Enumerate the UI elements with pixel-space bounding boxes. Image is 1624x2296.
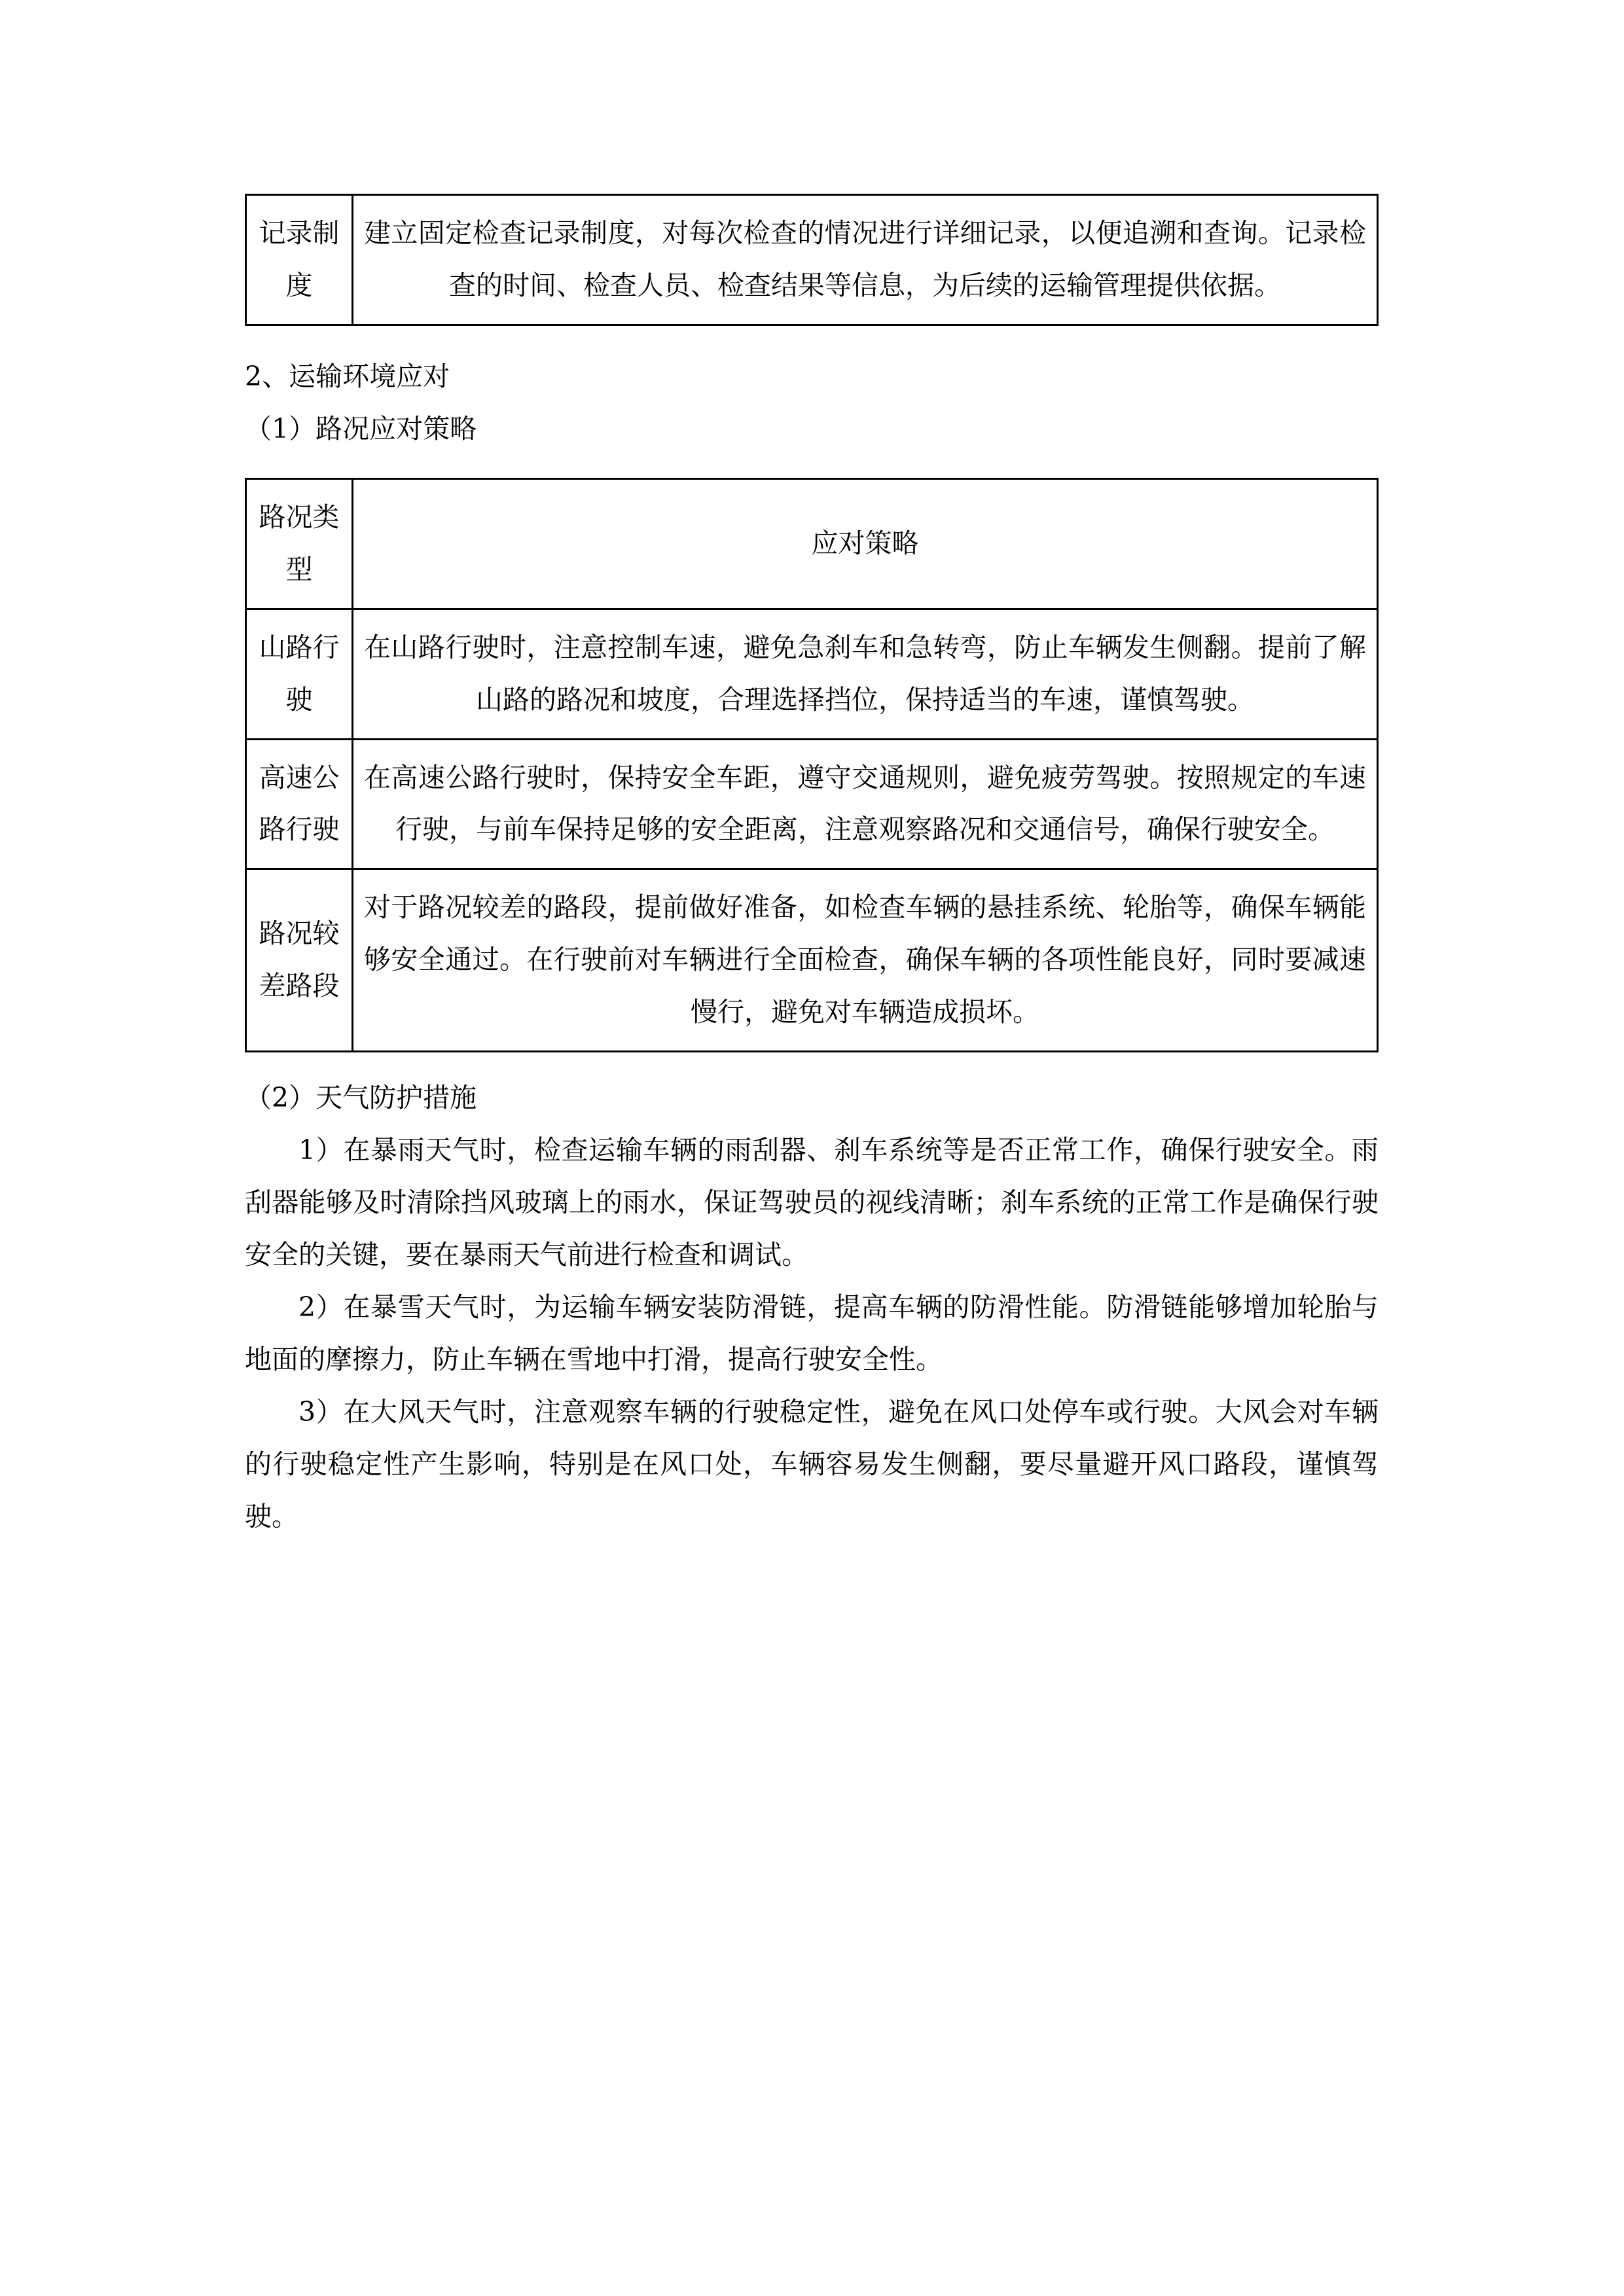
road-strategy-body-mountain: 在山路行驶时，注意控制车速，避免急刹车和急转弯，防止车辆发生侧翻。提前了解山路的路况和坡度，合理选择挡位，保持适当的车速，谨慎驾驶。	[353, 609, 1378, 739]
spacer-after-table-2	[245, 1052, 1379, 1072]
road-strategy-label-highway: 高速公路行驶	[246, 739, 353, 869]
paragraph-rainstorm: 1）在暴雨天气时，检查运输车辆的雨刮器、刹车系统等是否正常工作，确保行驶安全。雨刮器能够及时清除挡风玻璃上的雨水，保证驾驶员的视线清晰；刹车系统的正常工作是确保行驶安全的关键，要在暴雨天气前进行检查和调试。	[245, 1134, 1379, 1270]
record-system-table	[245, 194, 1379, 326]
road-strategy-body-poor-road: 对于路况较差的路段，提前做好准备，如检查车辆的悬挂系统、轮胎等，确保车辆能够安全通过。在行驶前对车辆进行全面检查，确保车辆的各项性能良好，同时要减速慢行，避免对车辆造成损坏。	[353, 869, 1378, 1052]
spacer-before-table-2	[245, 456, 1379, 478]
record-system-label: 记录制度	[246, 195, 353, 325]
paragraph-strong-wind: 3）在大风天气时，注意观察车辆的行驶稳定性，避免在风口处停车或行驶。大风会对车辆的行驶稳定性产生影响，特别是在风口处，车辆容易发生侧翻，要尽量避开风口路段，谨慎驾驶。	[245, 1395, 1379, 1532]
page-content	[245, 194, 1379, 1543]
table-row	[246, 195, 1378, 325]
road-strategy-label-mountain: 山路行驶	[246, 609, 353, 739]
road-strategy-label-poor-road: 路况较差路段	[246, 869, 353, 1052]
road-strategy-table	[245, 478, 1379, 1052]
road-strategy-header-type: 路况类型	[246, 478, 353, 609]
spacer-after-table-1	[245, 326, 1379, 351]
heading-subsection-2: （2）天气防护措施	[245, 1082, 477, 1114]
heading-subsection-1: （1）路况应对策略	[245, 412, 477, 444]
table-row	[246, 739, 1378, 869]
paragraph-snowstorm: 2）在暴雪天气时，为运输车辆安装防滑链，提高车辆的防滑性能。防滑链能够增加轮胎与地面的摩擦力，防止车辆在雪地中打滑，提高行驶安全性。	[245, 1291, 1379, 1375]
table-row	[246, 609, 1378, 739]
record-system-body: 建立固定检查记录制度，对每次检查的情况进行详细记录，以便追溯和查询。记录检查的时间、检查人员、检查结果等信息，为后续的运输管理提供依据。	[353, 195, 1378, 325]
road-strategy-header-strategy: 应对策略	[353, 478, 1378, 609]
road-strategy-body-highway: 在高速公路行驶时，保持安全车距，遵守交通规则，避免疲劳驾驶。按照规定的车速行驶，与前车保持足够的安全距离，注意观察路况和交通信号，确保行驶安全。	[353, 739, 1378, 869]
table-row	[246, 869, 1378, 1052]
table-header-row	[246, 478, 1378, 609]
heading-section-2: 2、运输环境应对	[245, 360, 450, 392]
